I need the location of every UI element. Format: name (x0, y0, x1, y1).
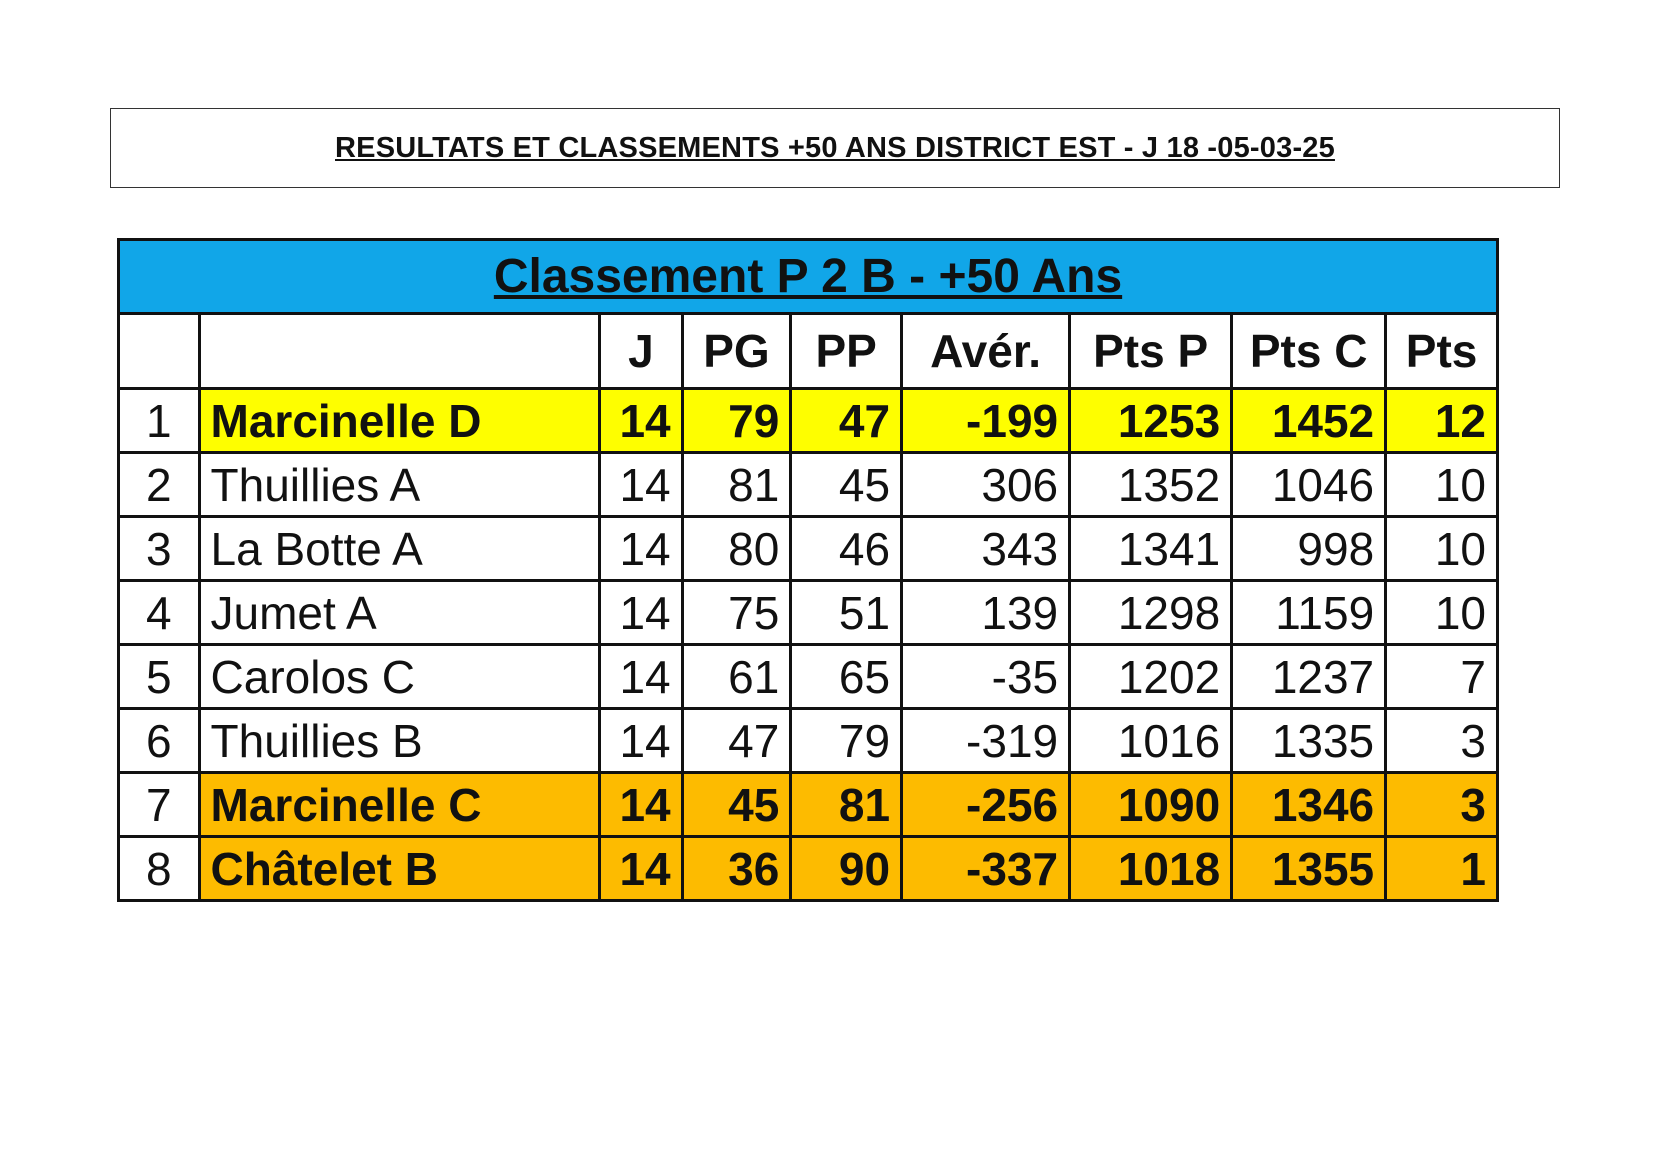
document-title: RESULTATS ET CLASSEMENTS +50 ANS DISTRICT EST - J 18 -05-03-25 (335, 131, 1335, 164)
cell-j: 14 (600, 389, 683, 453)
cell-pg: 47 (682, 709, 791, 773)
cell-pts: 3 (1386, 709, 1498, 773)
cell-pts: 10 (1386, 453, 1498, 517)
header-pts: Pts (1386, 314, 1498, 389)
cell-pts-c: 998 (1232, 517, 1386, 581)
cell-position: 8 (119, 837, 200, 901)
cell-j: 14 (600, 581, 683, 645)
cell-pts: 12 (1386, 389, 1498, 453)
cell-position: 7 (119, 773, 200, 837)
cell-j: 14 (600, 709, 683, 773)
header-pts-c: Pts C (1232, 314, 1386, 389)
standings-table (117, 238, 1499, 902)
header-j: J (600, 314, 683, 389)
cell-j: 14 (600, 773, 683, 837)
cell-pts: 7 (1386, 645, 1498, 709)
cell-pts-p: 1018 (1070, 837, 1232, 901)
cell-team: La Botte A (199, 517, 600, 581)
document-title-box (110, 108, 1560, 188)
cell-average: 343 (902, 517, 1070, 581)
cell-pts-p: 1090 (1070, 773, 1232, 837)
cell-average: -256 (902, 773, 1070, 837)
header-average: Avér. (902, 314, 1070, 389)
cell-pts-c: 1335 (1232, 709, 1386, 773)
header-pg: PG (682, 314, 791, 389)
table-caption-row (119, 240, 1498, 314)
cell-team: Marcinelle D (199, 389, 600, 453)
cell-pp: 47 (791, 389, 902, 453)
cell-pg: 81 (682, 453, 791, 517)
cell-pp: 65 (791, 645, 902, 709)
cell-pts: 1 (1386, 837, 1498, 901)
cell-j: 14 (600, 837, 683, 901)
cell-position: 2 (119, 453, 200, 517)
cell-pg: 45 (682, 773, 791, 837)
cell-pp: 81 (791, 773, 902, 837)
cell-average: 139 (902, 581, 1070, 645)
cell-team: Thuillies B (199, 709, 600, 773)
cell-pg: 36 (682, 837, 791, 901)
cell-pts-c: 1452 (1232, 389, 1386, 453)
cell-position: 6 (119, 709, 200, 773)
cell-pts-p: 1341 (1070, 517, 1232, 581)
cell-position: 4 (119, 581, 200, 645)
cell-pts: 10 (1386, 517, 1498, 581)
cell-pp: 90 (791, 837, 902, 901)
cell-average: -337 (902, 837, 1070, 901)
table-row (119, 517, 1498, 581)
cell-team: Jumet A (199, 581, 600, 645)
cell-pts-c: 1159 (1232, 581, 1386, 645)
cell-pg: 80 (682, 517, 791, 581)
cell-j: 14 (600, 645, 683, 709)
cell-pts-p: 1352 (1070, 453, 1232, 517)
cell-j: 14 (600, 453, 683, 517)
cell-pts-p: 1016 (1070, 709, 1232, 773)
table-header-row (119, 314, 1498, 389)
cell-pp: 45 (791, 453, 902, 517)
table-row (119, 773, 1498, 837)
cell-pts: 3 (1386, 773, 1498, 837)
cell-position: 1 (119, 389, 200, 453)
cell-average: -35 (902, 645, 1070, 709)
table-row (119, 453, 1498, 517)
header-pts-p: Pts P (1070, 314, 1232, 389)
cell-pp: 46 (791, 517, 902, 581)
table-caption: Classement P 2 B - +50 Ans (119, 240, 1498, 314)
cell-pts-p: 1298 (1070, 581, 1232, 645)
cell-pts-c: 1346 (1232, 773, 1386, 837)
cell-pp: 79 (791, 709, 902, 773)
cell-team: Châtelet B (199, 837, 600, 901)
cell-pg: 61 (682, 645, 791, 709)
table-row (119, 837, 1498, 901)
cell-pts-c: 1355 (1232, 837, 1386, 901)
cell-position: 3 (119, 517, 200, 581)
cell-pts-p: 1253 (1070, 389, 1232, 453)
cell-j: 14 (600, 517, 683, 581)
cell-team: Marcinelle C (199, 773, 600, 837)
cell-pp: 51 (791, 581, 902, 645)
cell-pg: 79 (682, 389, 791, 453)
table-row (119, 645, 1498, 709)
cell-pts-c: 1237 (1232, 645, 1386, 709)
cell-team: Carolos C (199, 645, 600, 709)
header-pp: PP (791, 314, 902, 389)
table-row (119, 709, 1498, 773)
header-team (199, 314, 600, 389)
header-position (119, 314, 200, 389)
cell-pg: 75 (682, 581, 791, 645)
table-row (119, 389, 1498, 453)
cell-pts-p: 1202 (1070, 645, 1232, 709)
cell-pts-c: 1046 (1232, 453, 1386, 517)
cell-team: Thuillies A (199, 453, 600, 517)
cell-average: -199 (902, 389, 1070, 453)
cell-average: -319 (902, 709, 1070, 773)
cell-position: 5 (119, 645, 200, 709)
cell-pts: 10 (1386, 581, 1498, 645)
table-row (119, 581, 1498, 645)
cell-average: 306 (902, 453, 1070, 517)
